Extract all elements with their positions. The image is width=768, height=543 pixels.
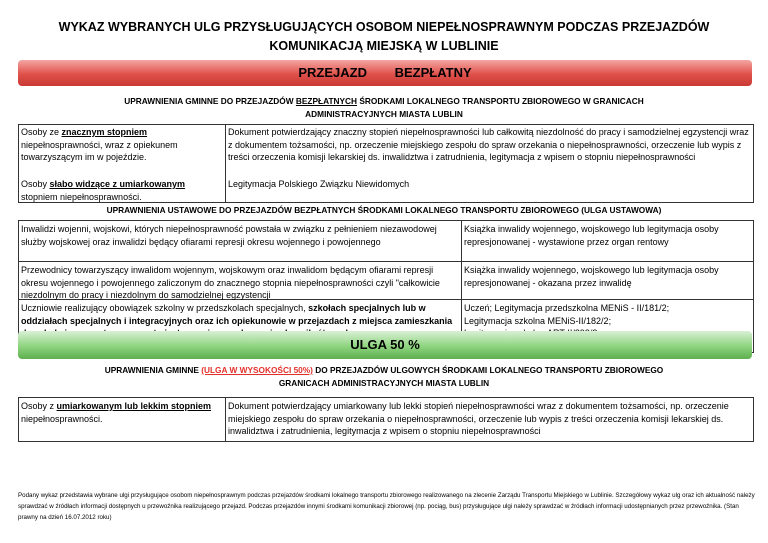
table-cell-right: Dokument potwierdzający znaczny stopień niepełnosprawności lub całkowitą niezdolność do pracy i samodzielnej egzystencji wraz z dokumentem tożsamości, np. orzeczenie miejskiego zespołu do spraw orzekania o niepełnosprawności, orzeczenie lub wypis z treści orzeczenia komisji lekarskiej ds. inwalidztwa i zatrudnienia, legitymacja z wpisem o stopniu niepełnosprawności (228, 127, 749, 162)
heading-text: DO PRZEJAZDÓW ULGOWYCH ŚRODKAMI LOKALNEGO TRANSPORTU ZBIOROWEGO (312, 365, 664, 375)
cell-text: niepełnosprawności, wraz z opiekunem towarzyszącym im w pojeździe. (21, 139, 178, 162)
section-heading-ulga (20, 364, 748, 390)
table-cell-left: Przewodnicy towarzyszący inwalidom wojennym, wojskowym oraz inwalidom będącym ofiarami represji okresu wojennego i powojennego zaliczonym do znacznego stopnia niepełnosprawności czyli "całkowicie niezdolnym do pracy i niezdolnym do samodzielnej egzystencji (21, 265, 440, 300)
heading-underlined: BEZPŁATNYCH (295, 96, 358, 106)
heading-text: ŚRODKAMI LOKALNEGO TRANSPORTU ZBIOROWEGO W GRANICACH (357, 96, 644, 106)
heading-text: UPRAWNIENIA GMINNE DO PRZEJAZDÓW (124, 96, 296, 106)
cell-text: Osoby (21, 179, 50, 189)
cell-text: Legitymacja szkolna MENiS-II/182/2; (464, 315, 612, 326)
section-heading-ustawowe: UPRAWNIENIA USTAWOWE DO PRZEJAZDÓW BEZPŁATNYCH ŚRODKAMI LOKALNEGO TRANSPORTU ZBIOROWEGO (ULGA USTAWOWA) (106, 205, 662, 215)
heading-text: GRANICACH ADMINISTRACYJNYCH MIASTA LUBLIN (278, 378, 490, 388)
cell-text: Uczeń; Legitymacja przedszkolna MENiS - II/181/2; (464, 303, 670, 313)
banner-free-word1: PRZEJAZD (298, 65, 367, 80)
table-cell-left (18, 176, 225, 205)
cell-text: Uczniowie realizujący obowiązek szkolny w przedszkolach specjalnych, (21, 303, 309, 313)
banner-free-word2: BEZPŁATNY (394, 65, 472, 80)
footer-note: Podany wykaz przedstawia wybrane ulgi przysługujące osobom niepełnosprawnym podczas przejazdów środkami lokalnego transportu zbiorowego realizowanego na zlecenie Zarządu Transportu Miejskiego w Lublinie. Szczegółowy wykaz ulg oraz ich aktualność należy sprawdzać w źródłach informacji dostępnych u przewoźnika realizującego przejazd. Podczas przejazdów innymi środkami komunikacji zbiorowej (np. pociąg, bus) przysługujące ulgi należy sprawdzać w źródłach informacji udostępnianych przez przewoźnika. (Stan prawny na dzień 16.07.2012 roku) (18, 492, 755, 521)
table-cell-right: Legitymacja Polskiego Związku Niewidomych (228, 179, 410, 189)
table-cell-right: Książka inwalidy wojennego, wojskowego lub legitymacja osoby represjonowanej - wystawione przez organ rentowy (464, 224, 719, 247)
cell-text-emphasis: słabo widzące z umiarkowanym (49, 179, 186, 189)
cell-text: stopniem niepełnosprawności. (21, 191, 142, 202)
heading-text: ADMINISTRACYJNYCH MIASTA LUBLIN (305, 109, 463, 119)
banner-discount-50: ULGA 50 % (18, 331, 752, 359)
section-heading-gminne (20, 95, 748, 121)
heading-text: UPRAWNIENIA GMINNE (104, 365, 202, 375)
banner-free-ride (18, 60, 752, 86)
cell-text-emphasis: umiarkowanym lub lekkim stopniem (56, 401, 212, 411)
document-title: WYKAZ WYBRANYCH ULG PRZYSŁUGUJĄCYCH OSOBOM NIEPEŁNOSPRAWNYM PODCZAS PRZEJAZDÓW KOMUNIKACJĄ MIEJSKĄ W LUBLINIE (58, 20, 710, 53)
cell-text: niepełnosprawności. (21, 413, 103, 424)
table-cell-left (18, 124, 225, 166)
table-cell-right: Dokument potwierdzający umiarkowany lub lekki stopień niepełnosprawności wraz z dokumentem tożsamości, np. orzeczenie miejskiego zespołu do spraw orzekania o niepełnosprawności, orzeczenie lub wypis z treści orzeczenia komisji lekarskiej ds. inwalidztwa i zatrudnienia, legitymacja z wpisem o stopniu niepełnosprawności (228, 401, 729, 436)
cell-text-emphasis: znacznym stopniem (61, 127, 148, 137)
heading-highlight: (ULGA W WYSOKOŚCI 50%) (201, 365, 313, 375)
table-cell-right: Książka inwalidy wojennego, wojskowego lub legitymacja osoby represjonowanej - okazana przez inwalidę (464, 265, 719, 288)
table-cell-left (18, 398, 225, 427)
table-cell-left: Inwalidzi wojenni, wojskowi, których niepełnosprawność powstała w związku z pełnieniem niezawodowej służby wojskowej oraz inwalidzi będący ofiarami represji okresu wojennego i powojennego (21, 224, 437, 247)
cell-text: Osoby ze (21, 127, 62, 137)
cell-text: Osoby z (21, 401, 57, 411)
cell-text-emphasis: szkołach specjalnych lub w oddziałach specjalnych i integracyjnych oraz ich opiekunowie w przejazdach z miejsca zamieszkania (21, 303, 453, 326)
